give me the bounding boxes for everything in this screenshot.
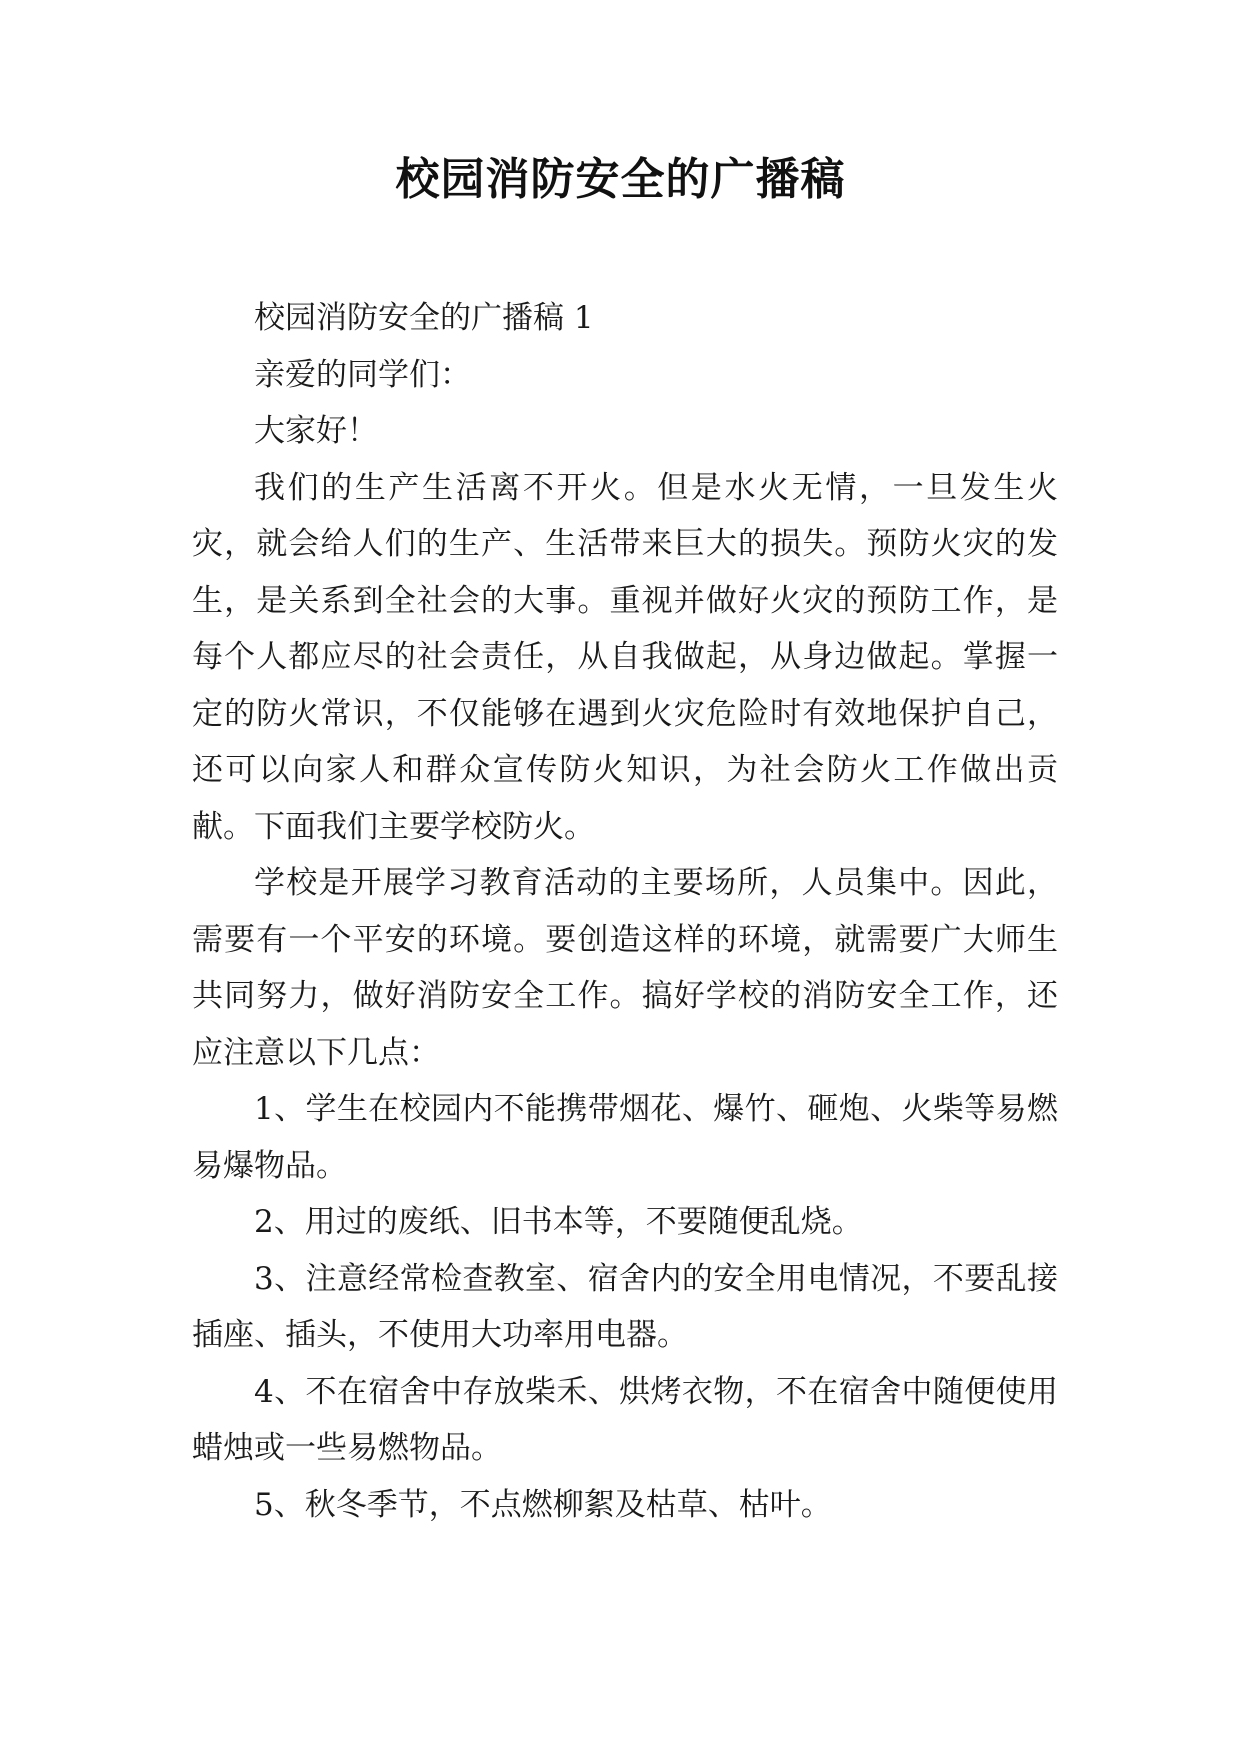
salutation: 亲爱的同学们： (254, 356, 471, 393)
greeting: 大家好！ (254, 413, 378, 449)
list-item: 4、不在宿舍中存放柴禾、烘烤衣物，不在宿舍中随便使用蜡烛或一些易燃物品。 (192, 1373, 1058, 1466)
body-paragraph: 学校是开展学习教育活动的主要场所，人员集中。因此，需要有一个平安的环境。要创造这样的环境，就需要广大师生共同努力，做好消防安全工作。搞好学校的消防安全工作，还应注意以下几点： (192, 865, 1058, 1071)
list-item: 3、注意经常检查教室、宿舍内的安全用电情况，不要乱接插座、插头，不使用大功率用电器。 (192, 1260, 1058, 1353)
list-item: 2、用过的废纸、旧书本等，不要随便乱烧。 (254, 1204, 863, 1240)
section-heading: 校园消防安全的广播稿 1 (254, 300, 594, 336)
document-body (192, 290, 1058, 1533)
list-item: 1、学生在校园内不能携带烟花、爆竹、砸炮、火柴等易燃易爆物品。 (192, 1091, 1058, 1184)
body-paragraph: 我们的生产生活离不开火。但是水火无情，一旦发生火灾，就会给人们的生产、生活带来巨大的损失。预防火灾的发生，是关系到全社会的大事。重视并做好火灾的预防工作，是每个人都应尽的社会责任，从自我做起，从身边做起。掌握一定的防火常识，不仅能够在遇到火灾危险时有效地保护自己，还可以向家人和群众宣传防火知识，为社会防火工作做出贡献。下面我们主要学校防火。 (192, 469, 1058, 845)
document-title: 校园消防安全的广播稿 (395, 154, 846, 205)
list-item: 5、秋冬季节，不点燃柳絮及枯草、枯叶。 (254, 1486, 832, 1523)
